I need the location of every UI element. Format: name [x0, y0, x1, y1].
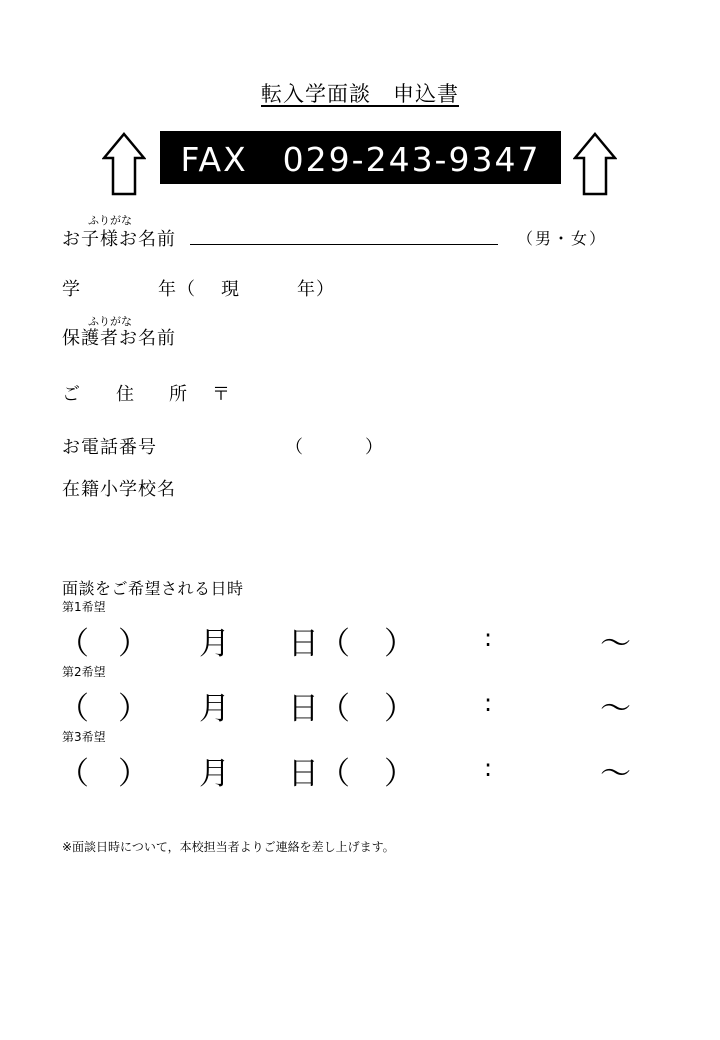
grade-label-gen: 現	[221, 279, 240, 300]
child-name-label: お子様お名前	[62, 229, 176, 250]
up-arrow-icon-left	[102, 132, 146, 196]
schedule-row-1-colon: :	[484, 624, 493, 652]
address-label-sho: 所	[169, 384, 188, 405]
schedule-row-3-paren-close: ）	[118, 756, 149, 792]
schedule-row-3-weekday-close: ）	[384, 756, 415, 792]
child-name-underline	[190, 244, 498, 245]
guardian-name-label: 保護者お名前	[62, 328, 176, 349]
schedule-row-2-weekday-close: ）	[384, 691, 415, 727]
footnote: ※面談日時について，本校担当者よりご連絡を差し上げます。	[62, 840, 395, 854]
schedule-row-1-paren-open: （	[58, 626, 89, 662]
gender-choice: （男・女）	[517, 229, 608, 248]
document-title: 転入学面談 申込書	[261, 82, 459, 106]
postal-mark: 〒	[212, 384, 231, 405]
schedule-row-1-label: 第1希望	[62, 600, 106, 614]
up-arrow-icon-right	[573, 132, 617, 196]
school-label: 在籍小学校名	[62, 479, 176, 500]
schedule-row-3-label: 第3希望	[62, 730, 106, 744]
phone-paren-open: （	[285, 437, 304, 458]
schedule-row-1-weekday-close: ）	[384, 626, 415, 662]
schedule-row-1-month: 月	[199, 626, 230, 662]
address-label-go: ご	[62, 384, 81, 405]
child-name-ruby: ふりがな	[88, 214, 132, 227]
address-label-ju: 住	[116, 384, 135, 405]
fax-number: FAX 029-243-9347	[180, 140, 541, 179]
schedule-row-3-day: 日（	[288, 756, 350, 792]
fax-banner	[160, 131, 561, 184]
schedule-row-2-label: 第2希望	[62, 665, 106, 679]
grade-label-nen: 年（	[158, 279, 196, 300]
phone-label: お電話番号	[62, 437, 157, 458]
guardian-name-ruby: ふりがな	[88, 315, 132, 328]
schedule-row-3-colon: :	[484, 754, 493, 782]
schedule-row-1-paren-close: ）	[118, 626, 149, 662]
schedule-heading: 面談をご希望される日時	[62, 579, 244, 598]
schedule-row-2-month: 月	[199, 691, 230, 727]
schedule-row-1-day: 日（	[288, 626, 350, 662]
schedule-row-2-tilde: ～	[600, 691, 631, 727]
schedule-row-3-tilde: ～	[600, 756, 631, 792]
schedule-row-3-paren-open: （	[58, 756, 89, 792]
schedule-row-2-day: 日（	[288, 691, 350, 727]
grade-label-nen-close: 年）	[297, 279, 335, 300]
schedule-row-3-month: 月	[199, 756, 230, 792]
schedule-row-2-paren-open: （	[58, 691, 89, 727]
phone-paren-close: ）	[365, 437, 384, 458]
schedule-row-2-paren-close: ）	[118, 691, 149, 727]
grade-label-gaku: 学	[62, 279, 81, 300]
schedule-row-2-colon: :	[484, 689, 493, 717]
schedule-row-1-tilde: ～	[600, 626, 631, 662]
